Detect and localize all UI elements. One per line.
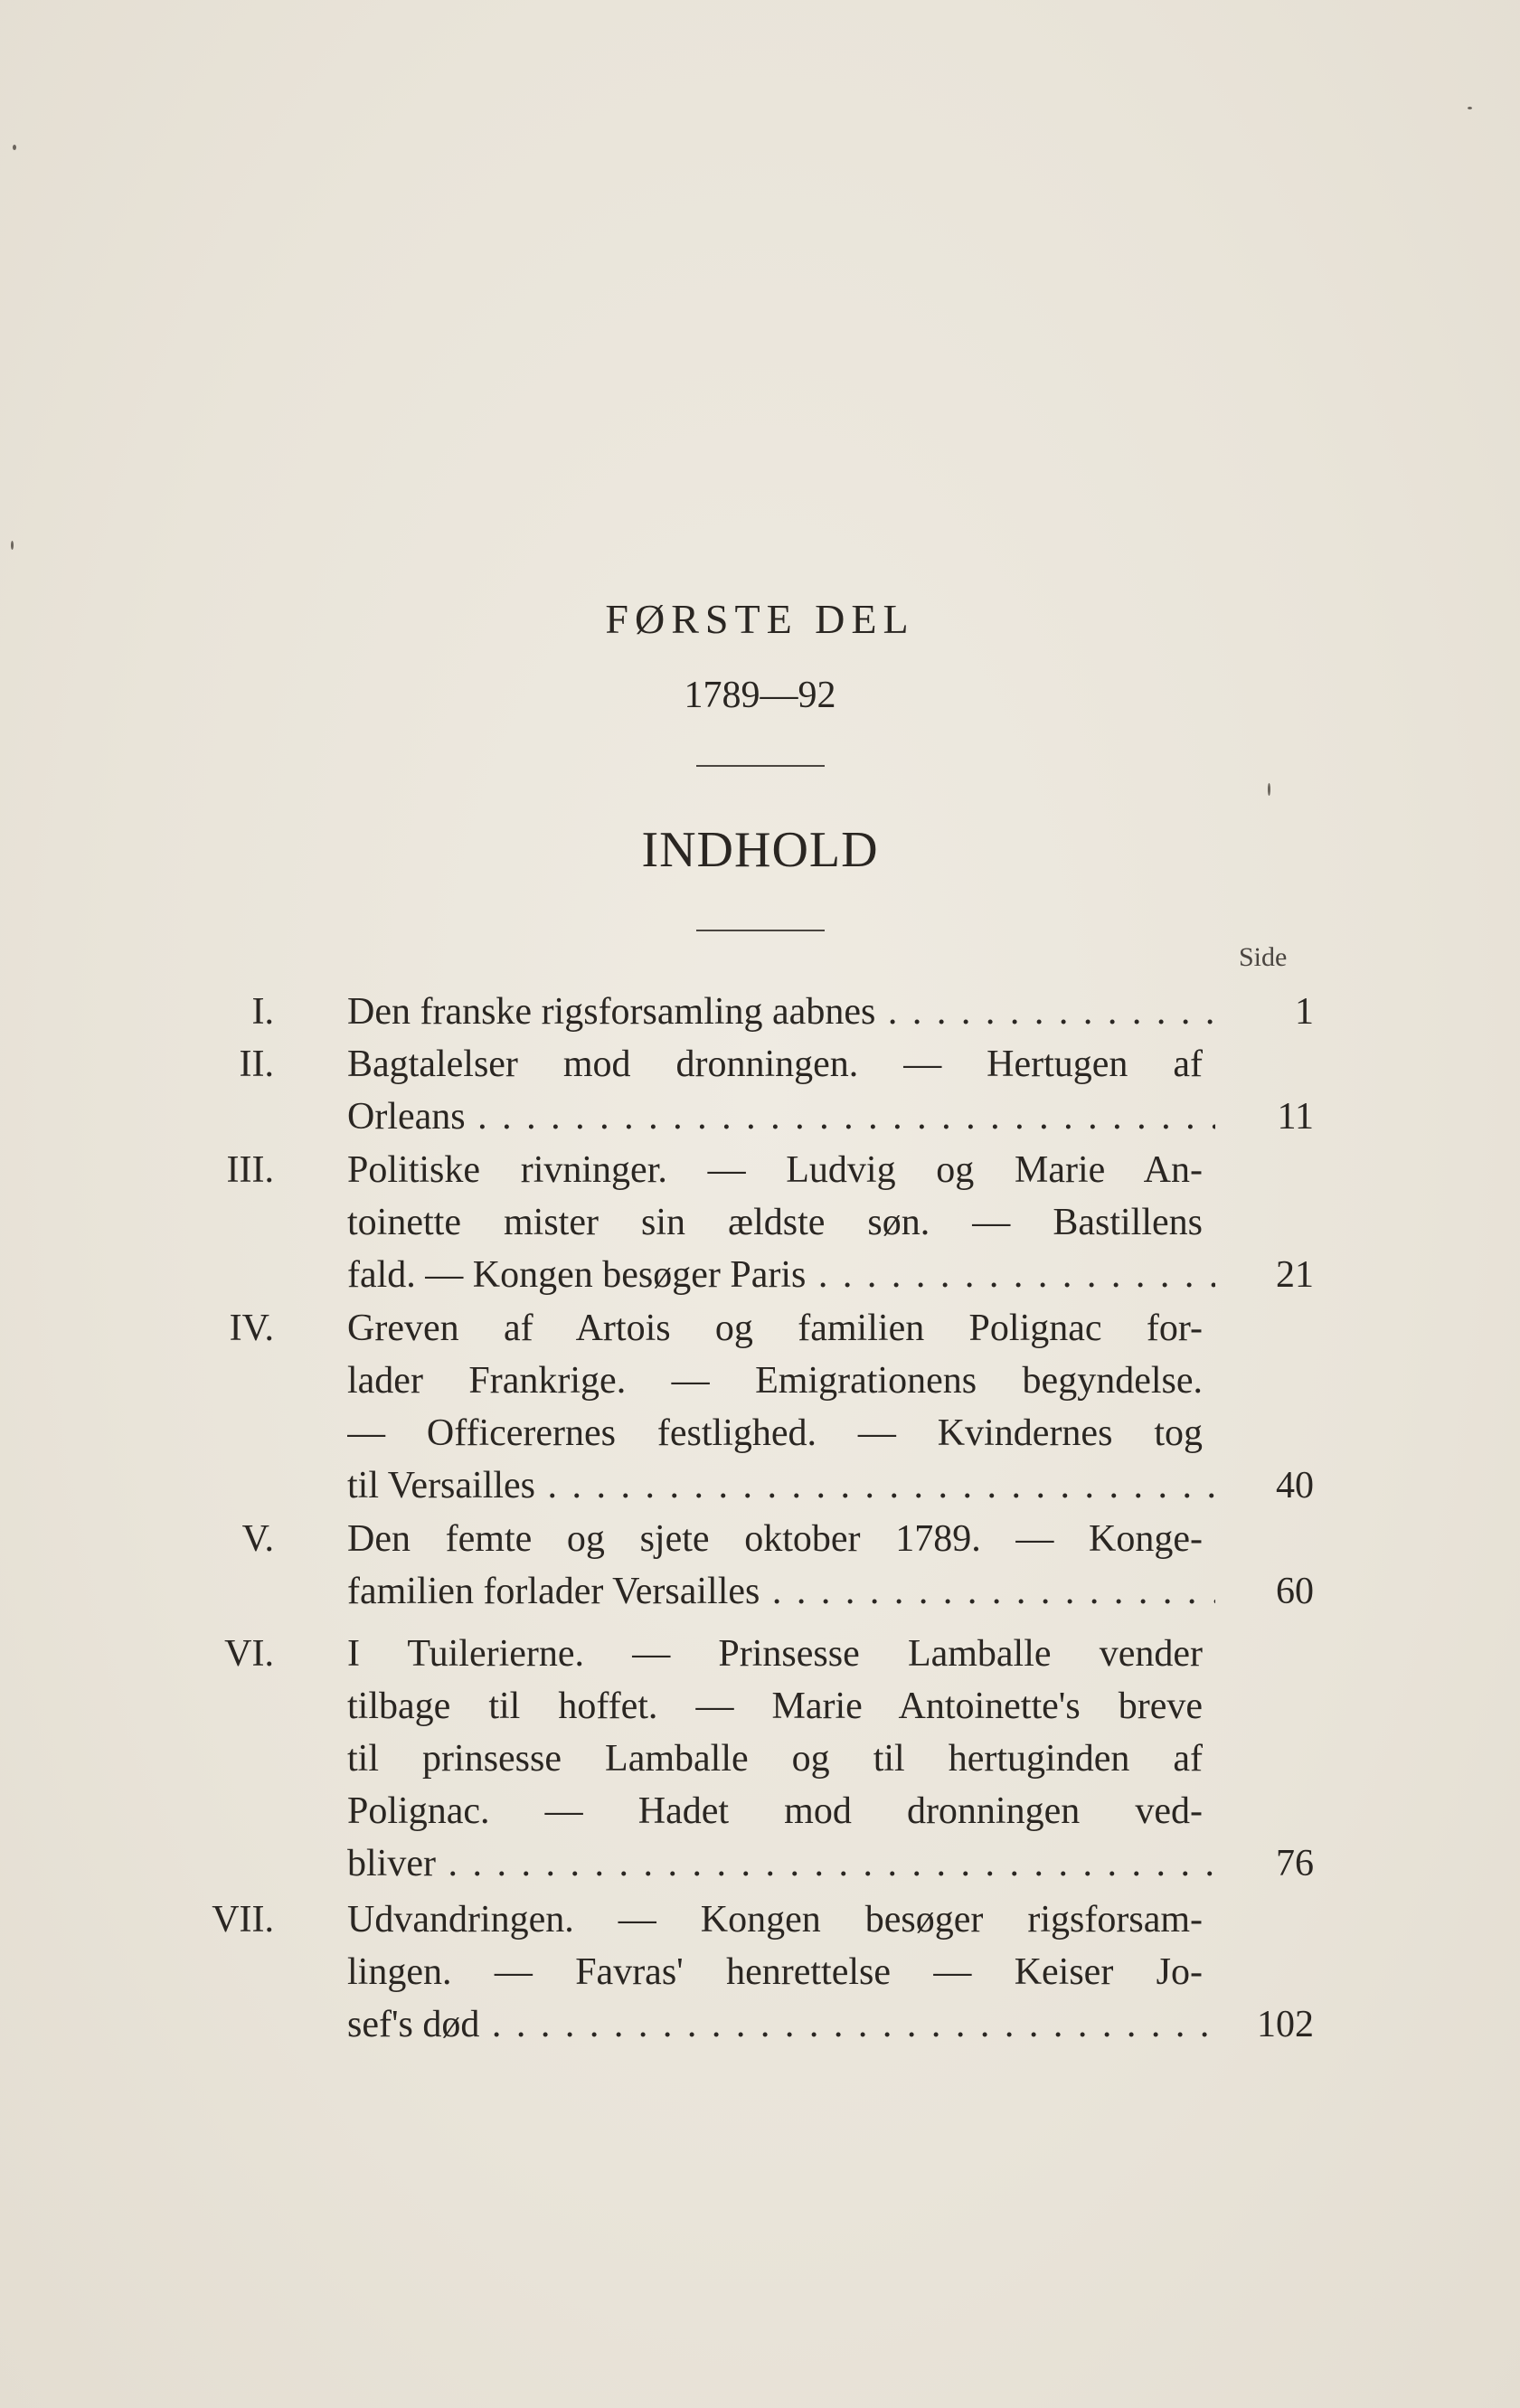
entry-text-line: sef's død . . .: [347, 1998, 1215, 2051]
chapter-numeral: I.: [251, 991, 274, 1033]
entry-text-line: tilbage til hoffet. — Marie Antoinette's breve: [347, 1686, 1203, 1727]
entry-text-line: Bagtalelser mod dronningen. — Hertugen af: [347, 1043, 1203, 1085]
entry-text-line: Den femte og sjete oktober 1789. — Konge-: [347, 1518, 1203, 1560]
chapter-numeral: V.: [241, 1518, 274, 1560]
entry-text-line: I Tuilerierne. — Prinsesse Lamballe vender: [347, 1633, 1203, 1675]
entry-text-line: bliver . . .: [347, 1837, 1215, 1890]
entry-text-line: lader Frankrige. — Emigrationens begyndelse.: [347, 1360, 1203, 1402]
chapter-numeral: IV.: [229, 1308, 274, 1349]
entry-text-line: til prinsesse Lamballe og til hertuginden af: [347, 1738, 1203, 1780]
paper-speck: [1468, 107, 1472, 109]
page-column-label: Side: [1239, 942, 1288, 972]
chapter-numeral: III.: [226, 1149, 274, 1191]
chapter-numeral: VI.: [224, 1633, 274, 1675]
entry-text-line: Politiske rivninger. — Ludvig og Marie An-: [347, 1149, 1203, 1191]
entry-text-line: Greven af Artois og familien Polignac for-: [347, 1308, 1203, 1349]
page-number: 11: [1277, 1096, 1314, 1138]
page-number: 21: [1276, 1254, 1314, 1296]
chapter-numeral: VII.: [212, 1899, 274, 1941]
page-number: 102: [1257, 2004, 1314, 2045]
part-years: 1789—92: [684, 675, 836, 716]
paper-speck: [11, 541, 14, 550]
chapter-numeral: II.: [239, 1043, 274, 1085]
page-number: 76: [1276, 1843, 1314, 1884]
divider-rule: [696, 765, 825, 767]
entry-text-line: Den franske rigsforsamling aabnes . . .: [347, 986, 1215, 1038]
part-title: FØRSTE DEL: [605, 596, 915, 642]
page-number: 40: [1276, 1465, 1314, 1506]
entry-text-line: toinette mister sin ældste søn. — Bastillens: [347, 1202, 1203, 1243]
entry-text-line: til Versailles . . .: [347, 1459, 1215, 1512]
paper-speck: [13, 145, 16, 150]
entry-text-line: Polignac. — Hadet mod dronningen ved-: [347, 1790, 1203, 1832]
entry-text-line: Orleans . . .: [347, 1091, 1215, 1143]
entry-text-line: lingen. — Favras' henrettelse — Keiser Jo-: [347, 1951, 1203, 1993]
divider-rule: [696, 930, 825, 931]
paper-speck: [1268, 783, 1270, 796]
entry-text-line: fald. — Kongen besøger Paris . . .: [347, 1249, 1215, 1301]
page-number: 1: [1295, 991, 1314, 1033]
entry-text-line: — Officerernes festlighed. — Kvindernes tog: [347, 1412, 1203, 1454]
page-number: 60: [1276, 1571, 1314, 1612]
toc-title: INDHOLD: [641, 822, 879, 878]
entry-text-line: familien forlader Versailles . . .: [347, 1565, 1215, 1618]
entry-text-line: Udvandringen. — Kongen besøger rigsforsam-: [347, 1899, 1203, 1941]
